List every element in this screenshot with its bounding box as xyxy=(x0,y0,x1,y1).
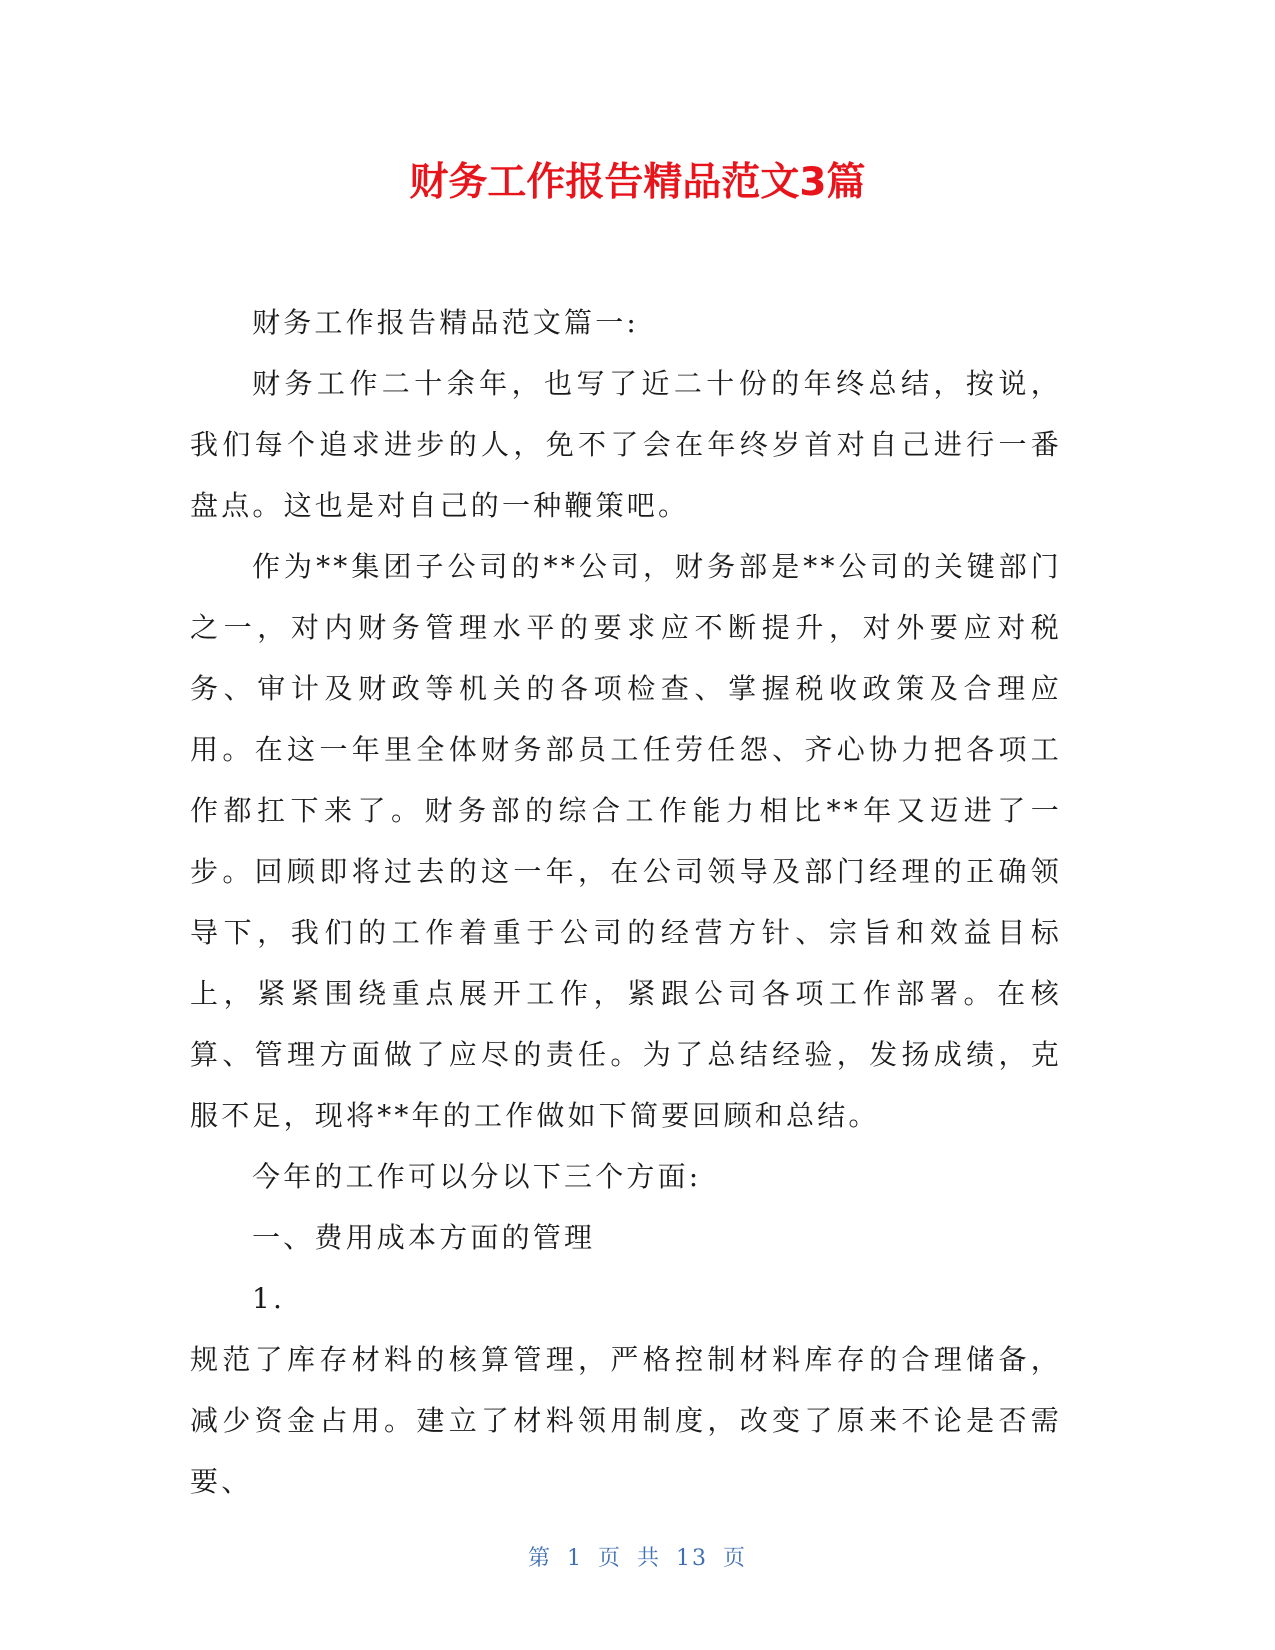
document-body xyxy=(190,292,1062,1512)
paragraph: 财务工作二十余年，也写了近二十份的年终总结，按说，我们每个追求进步的人，免不了会在年终岁首对自己进行一番盘点。这也是对自己的一种鞭策吧。 xyxy=(190,367,1062,522)
footer-page-label: 第 xyxy=(527,1546,552,1571)
section-heading: 财务工作报告精品范文篇一: xyxy=(252,306,640,339)
footer-total-unit: 页 xyxy=(723,1546,748,1571)
list-number: 1. xyxy=(252,1282,286,1315)
subheading: 一、费用成本方面的管理 xyxy=(252,1221,596,1254)
document-title: 财务工作报告精品范文3篇 xyxy=(409,160,866,205)
footer-total-pages: 13 xyxy=(676,1546,709,1571)
footer-page-unit: 页 xyxy=(597,1546,622,1571)
page-footer xyxy=(0,1544,1275,1574)
paragraph: 作为**集团子公司的**公司，财务部是**公司的关键部门之一，对内财务管理水平的要求应不断提升，对外要应对税务、审计及财政等机关的各项检查、掌握税收政策及合理应用。在这一年里全体财务部员工任劳任怨、齐心协力把各项工作都扛下来了。财务部的综合工作能力相比**年又迈进了一步。回顾即将过去的这一年，在公司领导及部门经理的正确领导下，我们的工作着重于公司的经营方针、宗旨和效益目标上，紧紧围绕重点展开工作，紧跟公司各项工作部署。在核算、管理方面做了应尽的责任。为了总结经验，发扬成绩，克服不足，现将**年的工作做如下简要回顾和总结。 xyxy=(190,550,1062,1132)
footer-total-label: 共 xyxy=(637,1546,662,1571)
paragraph: 规范了库存材料的核算管理，严格控制材料库存的合理储备，减少资金占用。建立了材料领用制度，改变了原来不论是否需要、 xyxy=(190,1343,1062,1498)
footer-current-page: 1 xyxy=(566,1546,583,1571)
paragraph: 今年的工作可以分以下三个方面: xyxy=(252,1160,702,1193)
